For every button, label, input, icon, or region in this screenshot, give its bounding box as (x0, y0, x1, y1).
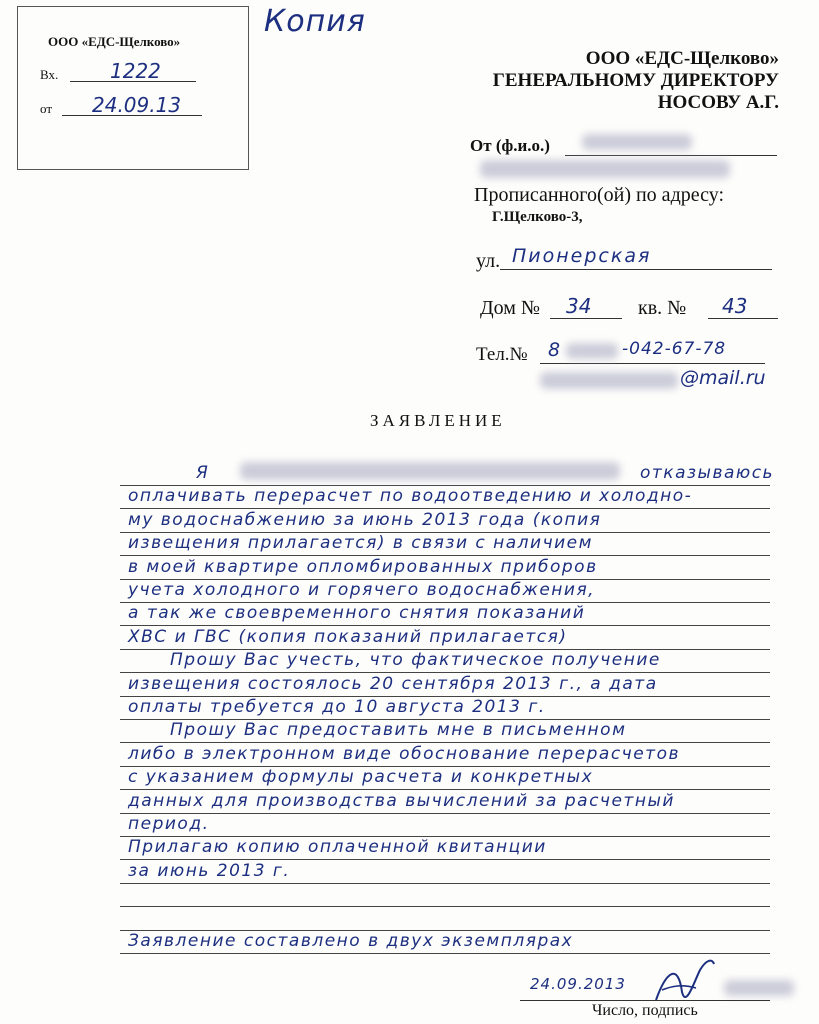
body-text-line: Прошу Вас предоставить мне в письменном (170, 720, 627, 741)
body-text-line: с указанием формулы расчета и конкретных (128, 767, 594, 788)
registration-date: 24.09.13 (92, 93, 182, 117)
body-text-line: извещения прилагается) в связи с наличием (128, 533, 593, 554)
redacted-email (540, 372, 678, 389)
signature-line (520, 1000, 770, 1001)
signature-date: 24.09.2013 (530, 975, 626, 993)
body-text-line: а так же своевременного снятия показаний (128, 603, 586, 624)
apartment-value: 43 (722, 294, 748, 318)
body-text-line: Я (196, 463, 210, 483)
body-text-line: му водоснабжению за июнь 2013 года (копия (128, 509, 602, 530)
phone-value-end: -042-67-78 (622, 339, 727, 359)
city-text: Г.Щелково-3, (492, 209, 583, 225)
signature-caption: Число, подпись (592, 1002, 698, 1019)
registration-box (17, 6, 249, 170)
body-text-line: извещения состоялось 20 сентября 2013 г., а дата (128, 673, 658, 694)
body-rule-line (120, 883, 770, 884)
addressee-name: НОСОВУ А.Г. (657, 92, 779, 113)
phone-line (540, 363, 765, 364)
incoming-number: 1222 (110, 59, 161, 83)
street-line (500, 269, 772, 270)
body-text-line-end: отказываюсь (640, 463, 775, 483)
email-suffix: @mail.ru (680, 367, 766, 389)
date-label: от (40, 101, 53, 116)
redacted-phone (566, 343, 618, 359)
street-label: ул. (476, 250, 501, 272)
body-text-line: Заявление составлено в двух экземплярах (128, 931, 574, 951)
body-text-line: либо в электронном виде обоснование перерасчетов (128, 743, 681, 764)
redacted-name-1 (582, 134, 692, 150)
address-label: Прописанного(ой) по адресу: (474, 184, 725, 206)
addressee-block (399, 48, 779, 114)
redacted-signature-name (724, 980, 794, 996)
body-text-line: за июнь 2013 г. (128, 860, 291, 881)
phone-label: Тел.№ (476, 344, 528, 365)
addressee-org: ООО «ЕДС-Щелково» (585, 48, 779, 69)
apartment-label: кв. № (638, 297, 687, 319)
house-value: 34 (566, 294, 592, 318)
redacted-name-2 (480, 160, 730, 178)
registration-org: ООО «ЕДС-Щелково» (48, 34, 181, 49)
body-text-line: в моей квартире опломбированных приборов (128, 556, 598, 577)
house-line (550, 318, 622, 319)
redacted-applicant-name (240, 462, 620, 480)
body-text-line: Прилагаю копию оплаченной квитанции (128, 837, 547, 858)
street-value: Пионерская (512, 245, 652, 267)
document-title: ЗАЯВЛЕНИЕ (370, 411, 506, 430)
body-text-line: оплаты требуется до 10 августа 2013 г. (128, 697, 546, 717)
body-text-line: данных для производства вычислений за расчетный (128, 790, 675, 811)
from-line (565, 155, 777, 156)
apartment-line (708, 318, 778, 319)
incoming-label: Вх. (40, 67, 59, 82)
body-text-line: учета холодного и горячего водоснабжения, (128, 580, 596, 600)
body-text-line: период. (128, 814, 210, 834)
body-rule-line (120, 906, 770, 907)
body-text-line: оплачивать перерасчет по водоотведению и холодно- (128, 486, 693, 507)
body-text-line: Прошу Вас учесть, что фактическое получение (170, 650, 661, 671)
from-label: От (ф.и.о.) (470, 136, 550, 155)
addressee-position: ГЕНЕРАЛЬНОМУ ДИРЕКТОРУ (492, 70, 779, 91)
copy-stamp-handwritten: Копия (264, 4, 366, 39)
phone-value-start: 8 (548, 339, 561, 361)
house-label: Дом № (480, 297, 540, 319)
body-rule-line (120, 813, 770, 814)
body-text-line: ХВС и ГВС (копия показаний прилагается) (128, 626, 568, 647)
